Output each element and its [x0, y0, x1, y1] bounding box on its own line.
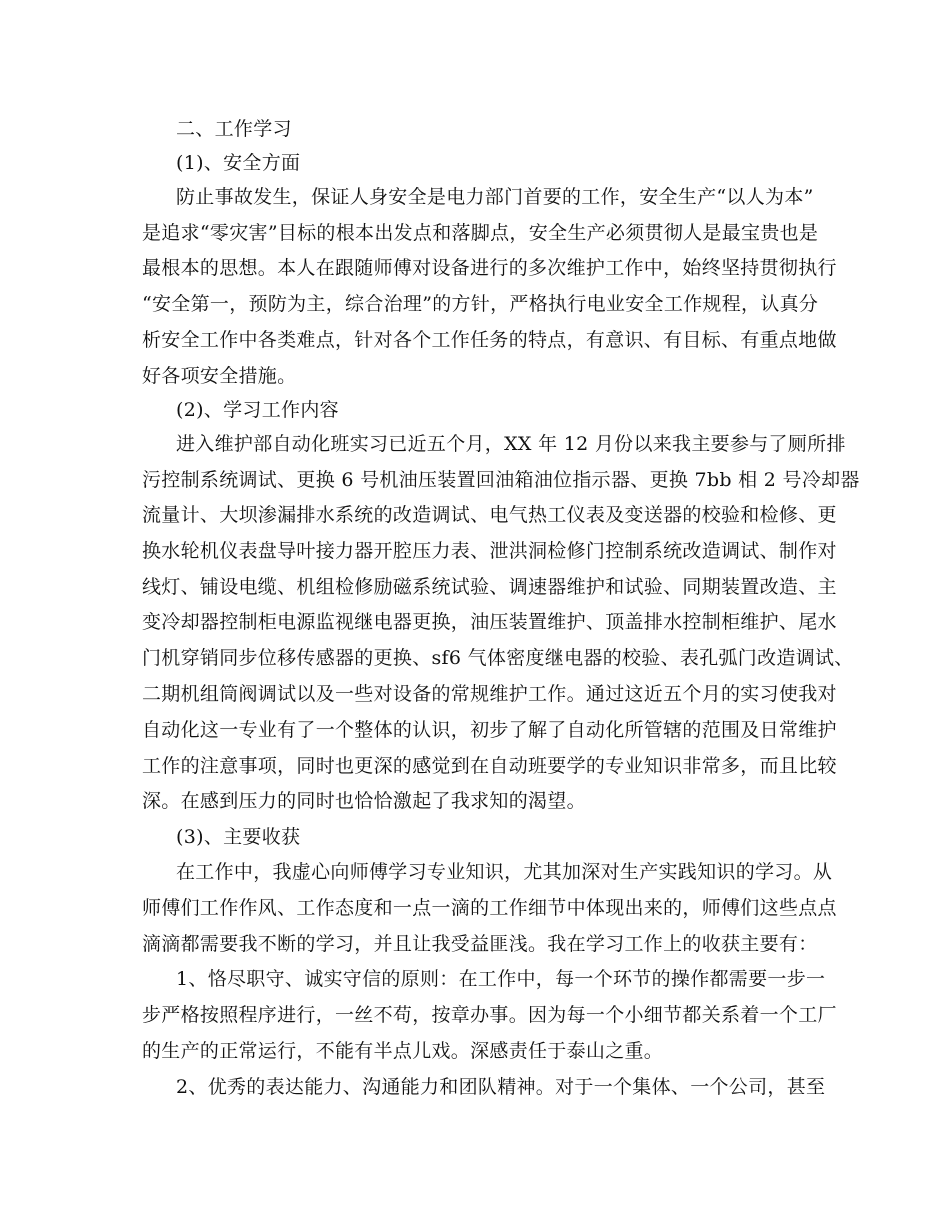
paragraph-line: 防止事故发生，保证人身安全是电力部门首要的工作，安全生产“以人为本”: [176, 186, 814, 208]
paragraph-line: 进入维护部自动化班实习已近五个月，XX 年 12 月份以来我主要参与了厕所排: [176, 433, 846, 455]
section-heading: 二、工作学习: [176, 118, 292, 140]
paragraph-line: 深。在感到压力的同时也恰恰激起了我求知的渴望。: [142, 790, 586, 812]
paragraph-line: 滴滴都需要我不断的学习，并且让我受益匪浅。我在学习工作上的收获主要有：: [142, 933, 818, 955]
paragraph-line: 的生产的正常运行，不能有半点儿戏。深感责任于泰山之重。: [142, 1040, 664, 1062]
subsection-heading: (1)、安全方面: [176, 152, 301, 174]
paragraph-line: 流量计、大坝渗漏排水系统的改造调试、电气热工仪表及变送器的校验和检修、更: [142, 504, 837, 526]
paragraph-line: 在工作中，我虚心向师傅学习专业知识，尤其加深对生产实践知识的学习。从: [176, 861, 833, 883]
paragraph-line: 换水轮机仪表盘导叶接力器开腔压力表、泄洪洞检修门控制系统改造调试、制作对: [142, 540, 837, 562]
paragraph-line: 2、优秀的表达能力、沟通能力和团队精神。对于一个集体、一个公司，甚至: [176, 1076, 826, 1098]
subsection-heading: (2)、学习工作内容: [176, 399, 339, 421]
paragraph-line: 析安全工作中各类难点，针对各个工作任务的特点，有意识、有目标、有重点地做: [142, 329, 837, 351]
paragraph-line: 是追求“零灾害”目标的根本出发点和落脚点，安全生产必须贯彻人是最宝贵也是: [142, 222, 819, 244]
paragraph-line: 自动化这一专业有了一个整体的认识，初步了解了自动化所管辖的范围及日常维护: [142, 719, 837, 741]
paragraph-line: 步严格按照程序进行，一丝不苟，按章办事。因为每一个小细节都关系着一个工厂: [142, 1004, 837, 1026]
paragraph-line: 污控制系统调试、更换 6 号机油压装置回油箱油位指示器、更换 7bb 相 2 号冷却器: [142, 469, 860, 491]
paragraph-line: 师傅们工作作风、工作态度和一点一滴的工作细节中体现出来的，师傅们这些点点: [142, 897, 837, 919]
paragraph-line: 工作的注意事项，同时也更深的感觉到在自动班要学的专业知识非常多，而且比较: [142, 755, 837, 777]
paragraph-line: “安全第一，预防为主，综合治理”的方针，严格执行电业安全工作规程，认真分: [142, 293, 819, 315]
paragraph-line: 好各项安全措施。: [142, 365, 297, 387]
paragraph-line: 门机穿销同步位移传感器的更换、sf6 气体密度继电器的校验、表孔弧门改造调试、: [142, 647, 854, 669]
subsection-heading: (3)、主要收获: [176, 826, 301, 848]
paragraph-line: 二期机组筒阀调试以及一些对设备的常规维护工作。通过这近五个月的实习使我对: [142, 683, 837, 705]
paragraph-line: 变冷却器控制柜电源监视继电器更换，油压装置维护、顶盖排水控制柜维护、尾水: [142, 611, 837, 633]
paragraph-line: 1、恪尽职守、诚实守信的原则：在工作中，每一个环节的操作都需要一步一: [176, 968, 826, 990]
paragraph-line: 线灯、铺设电缆、机组检修励磁系统试验、调速器维护和试验、同期装置改造、主: [142, 576, 837, 598]
paragraph-line: 最根本的思想。本人在跟随师傅对设备进行的多次维护工作中，始终坚持贯彻执行: [142, 257, 837, 279]
